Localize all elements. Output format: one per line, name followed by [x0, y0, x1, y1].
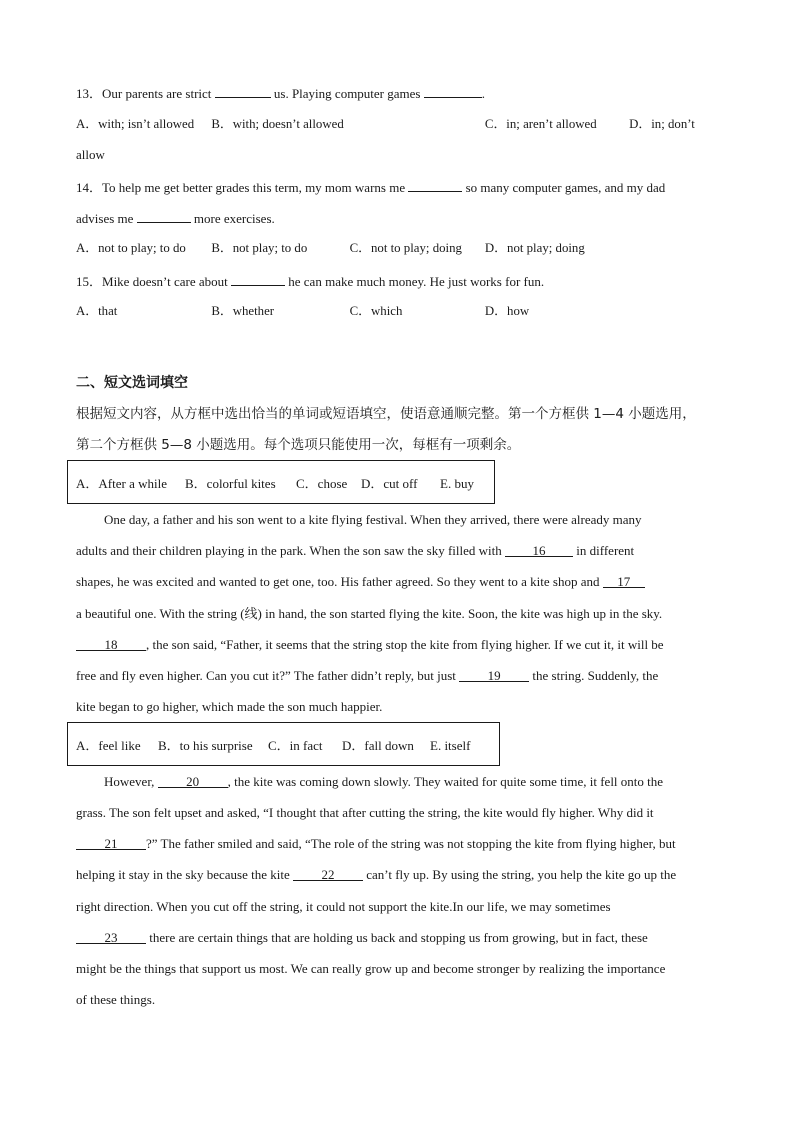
- passage-line: of these things.: [76, 992, 156, 1007]
- question-15: [76, 272, 544, 290]
- answer-blank: [231, 272, 285, 286]
- option-c: C．which: [349, 303, 403, 318]
- question-text: Our parents are strict: [102, 86, 212, 101]
- passage-text: the string. Suddenly, the: [532, 668, 659, 683]
- passage-line: [76, 637, 664, 653]
- blank-21: 21: [76, 836, 146, 850]
- question-15-options: [76, 303, 718, 319]
- passage-line: [76, 543, 634, 559]
- box-option: D．fall down: [342, 738, 414, 753]
- passage-text: in different: [576, 543, 635, 558]
- option-a: A．that: [76, 303, 118, 318]
- option-d: D．how: [484, 303, 530, 318]
- option-d: D．not play; doing: [484, 240, 585, 255]
- word-box-1-options: [76, 476, 496, 492]
- passage-line: kite began to go higher, which made the son much happier.: [76, 699, 383, 714]
- question-14: [76, 178, 665, 196]
- question-number: 15．: [76, 274, 103, 289]
- box-option: E. itself: [430, 738, 471, 753]
- option-c: C．not to play; doing: [349, 240, 462, 255]
- passage-line: [76, 836, 676, 852]
- box-option: C．in fact: [268, 738, 323, 753]
- question-text: so many computer games, and my dad: [465, 180, 666, 195]
- section-heading: 二、短文选词填空: [76, 375, 188, 391]
- option-a: A．not to play; to do: [76, 240, 186, 255]
- word-box-1: [67, 460, 495, 504]
- question-text: Mike doesn’t care about: [102, 274, 228, 289]
- passage-line: One day, a father and his son went to a kite flying festival. When they arrived, there were already many: [104, 512, 642, 527]
- passage-line: right direction. When you cut off the string, it could not support the kite.In our life, we may sometimes: [76, 899, 611, 914]
- option-continuation: allow: [76, 147, 105, 162]
- answer-blank: [137, 209, 191, 223]
- passage-text: However,: [104, 774, 155, 789]
- blank-22: 22: [293, 867, 363, 881]
- option-a: A．with; isn’t allowed: [76, 116, 195, 131]
- box-option: C．chose: [296, 476, 348, 491]
- question-number: 13．: [76, 86, 103, 101]
- question-text: us. Playing computer games: [273, 86, 421, 101]
- passage-text: free and fly even higher. Can you cut it?” The father didn’t reply, but just: [76, 668, 456, 683]
- passage-text: , the son said, “Father, it seems that the string stop the kite from flying higher. If we cut it, it will be: [146, 637, 664, 652]
- box-option: A．feel like: [76, 738, 141, 753]
- passage-line: [104, 774, 663, 790]
- passage-text: shapes, he was excited and wanted to get one, too. His father agreed. So they went to a kite shop and: [76, 574, 600, 589]
- question-number: 14．: [76, 180, 103, 195]
- option-b: B．not play; to do: [211, 240, 308, 255]
- passage-line: [76, 867, 676, 883]
- question-text: .: [481, 86, 485, 101]
- passage-line: a beautiful one. With the string (线) in hand, the son started flying the kite. Soon, the kite was high up in the sky.: [76, 606, 663, 621]
- question-14-options: [76, 240, 718, 256]
- box-option: B．colorful kites: [185, 476, 276, 491]
- answer-blank: [215, 84, 271, 98]
- blank-17: 17: [603, 574, 645, 588]
- passage-text: ?” The father smiled and said, “The role of the string was not stopping the kite from flying higher, but: [146, 836, 676, 851]
- question-14-cont: [76, 209, 275, 227]
- blank-19: 19: [459, 668, 529, 682]
- question-text: he can make much money. He just works for fun.: [288, 274, 545, 289]
- word-box-2: [67, 722, 500, 766]
- passage-text: helping it stay in the sky because the kite: [76, 867, 290, 882]
- option-b: B．whether: [211, 303, 275, 318]
- passage-line: grass. The son felt upset and asked, “I thought that after cutting the string, the kite would fly higher. Why did it: [76, 805, 654, 820]
- blank-20: 20: [158, 774, 228, 788]
- box-option: A．After a while: [76, 476, 167, 491]
- passage-text: , the kite was coming down slowly. They waited for quite some time, it fell onto the: [227, 774, 664, 789]
- answer-blank: [408, 178, 462, 192]
- answer-blank: [424, 84, 482, 98]
- passage-text: can’t fly up. By using the string, you help the kite go up the: [366, 867, 677, 882]
- passage-text: there are certain things that are holding us back and stopping us from growing, but in fact, these: [149, 930, 648, 945]
- question-text: more exercises.: [193, 211, 275, 226]
- passage-line: [76, 930, 648, 946]
- box-option: D．cut off: [361, 476, 418, 491]
- option-c: C．in; aren’t allowed: [484, 116, 597, 131]
- option-d: D．in; don’t: [629, 116, 695, 131]
- box-option: E. buy: [440, 476, 474, 491]
- section-instructions: 根据短文内容，从方框中选出恰当的单词或短语填空，使语意通顺完整。第一个方框供 1—4 小题选用，: [76, 406, 696, 422]
- question-text: advises me: [76, 211, 134, 226]
- question-text: To help me get better grades this term, my mom warns me: [102, 180, 406, 195]
- passage-line: might be the things that support us most. We can really grow up and become stronger by realizing the importance: [76, 961, 666, 976]
- blank-18: 18: [76, 637, 146, 651]
- passage-line: [76, 574, 645, 590]
- question-13: [76, 84, 485, 102]
- section-instructions: 第二个方框供 5—8 小题选用。每个选项只能使用一次，每框有一项剩余。: [76, 437, 521, 453]
- question-13-options: [76, 116, 718, 132]
- blank-23: 23: [76, 930, 146, 944]
- passage-text: adults and their children playing in the park. When the son saw the sky filled with: [76, 543, 502, 558]
- passage-line: [76, 668, 658, 684]
- box-option: B．to his surprise: [158, 738, 253, 753]
- option-b: B．with; doesn’t allowed: [211, 116, 344, 131]
- blank-16: 16: [505, 543, 573, 557]
- word-box-2-options: [76, 738, 496, 754]
